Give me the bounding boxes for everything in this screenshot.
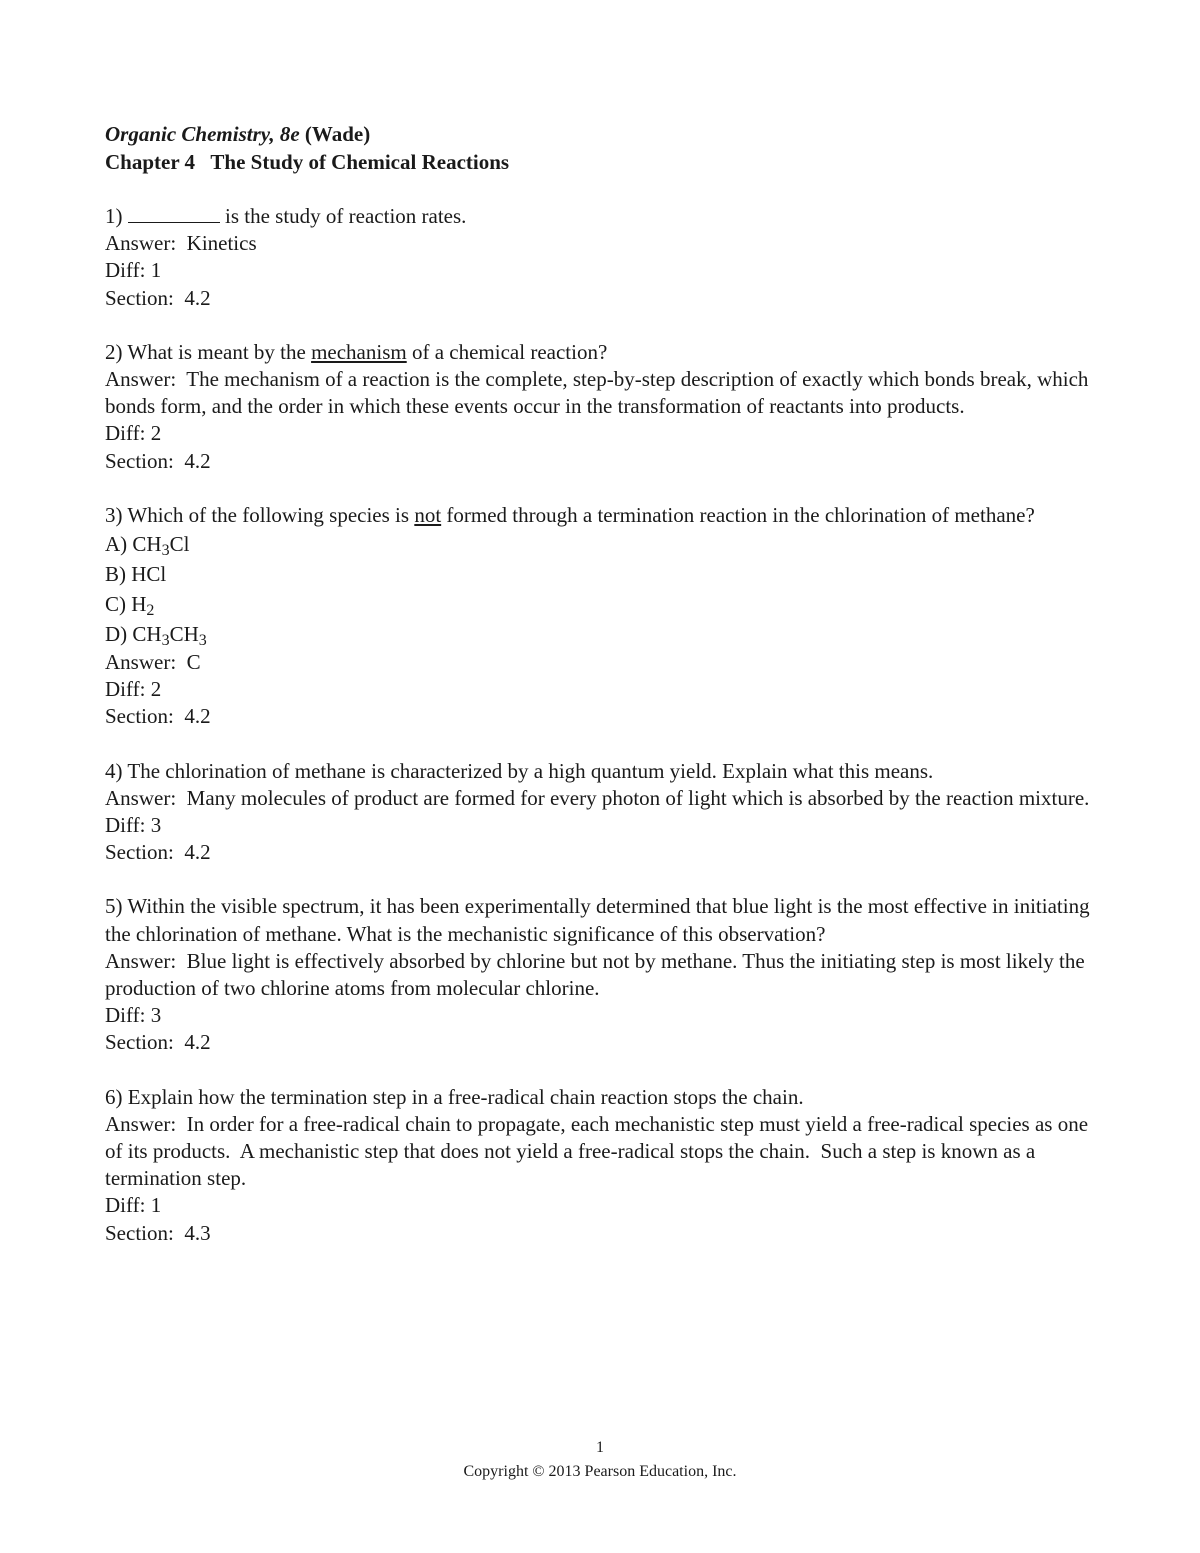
underlined-term: mechanism — [311, 339, 407, 364]
answer-text: Many molecules of product are formed for every photon of light which is absorbed by the reaction mixture. — [186, 785, 1090, 810]
chapter-title: Chapter 4 The Study of Chemical Reactions — [105, 150, 510, 174]
question-text: 6) Explain how the termination step in a free-radical chain reaction stops the chain. — [105, 1084, 804, 1109]
answer-line — [105, 230, 1105, 257]
answer-line — [105, 1111, 1105, 1193]
question-number: 3) — [105, 502, 123, 527]
answer-line — [105, 649, 1105, 676]
difficulty: Diff: 1 — [105, 1193, 162, 1218]
question-text: 2) What is meant by the mechanism of a chemical reaction? — [105, 339, 608, 364]
answer-line — [105, 948, 1105, 1002]
question-number: 2) — [105, 339, 123, 364]
question-text: 1) is the study of reaction rates. — [105, 204, 467, 228]
answer-text: C — [186, 650, 201, 675]
question-text: 3) Which of the following species is not formed through a termination reaction in the chlorination of methane? — [105, 502, 1035, 527]
section-ref: Section: 4.2 — [105, 285, 211, 310]
fill-in-blank — [128, 204, 220, 223]
question-block — [105, 893, 1105, 1056]
question-block — [105, 339, 1105, 475]
answer-label: Answer: — [105, 650, 177, 675]
question-text: 5) Within the visible spectrum, it has been experimentally determined that blue light is the most effective in initiating the chlorination of methane. What is the mechanistic significance of this observation? — [105, 894, 1090, 946]
question-number: 1) — [105, 204, 123, 228]
choice-c: C) $H_2$ — [105, 592, 155, 620]
section-ref: Section: 4.2 — [105, 448, 211, 473]
difficulty: Diff: 2 — [105, 421, 162, 446]
answer-label: Answer: — [105, 948, 177, 973]
answer-text: In order for a free-radical chain to propagate, each mechanistic step must yield a free-radical species as one of its products. A mechanistic step that does not yield a free-radical stops the chain. Such a step is known as a termination step. — [105, 1111, 1094, 1191]
answer-line — [105, 785, 1105, 812]
answer-text: Blue light is effectively absorbed by chlorine but not by methane. Thus the initiating step is most likely the production of two chlorine atoms from molecular chlorine. — [105, 948, 1085, 1001]
question-block — [105, 758, 1105, 867]
book-title-line — [105, 120, 1105, 148]
difficulty: Diff: 3 — [105, 1003, 162, 1028]
answer-label: Answer: — [105, 1111, 177, 1136]
answer-text: Kinetics — [186, 231, 257, 256]
copyright-notice: Copyright © 2013 Pearson Education, Inc. — [463, 1463, 737, 1480]
book-author: (Wade) — [304, 122, 371, 146]
difficulty: Diff: 3 — [105, 813, 162, 838]
section-ref: Section: 4.2 — [105, 840, 211, 865]
question-number: 6) — [105, 1084, 123, 1109]
question-text: 4) The chlorination of methane is characterized by a high quantum yield. Explain what this means. — [105, 758, 934, 783]
section-ref: Section: 4.2 — [105, 704, 211, 729]
choice-d: D) $CH_3CH_3$ — [105, 622, 207, 650]
choice-b: B) HCl — [105, 562, 167, 587]
section-ref: Section: 4.3 — [105, 1220, 211, 1245]
page-content — [105, 120, 1105, 1247]
difficulty: Diff: 1 — [105, 258, 162, 283]
answer-label: Answer: — [105, 785, 177, 810]
question-number: 5) — [105, 894, 123, 919]
section-ref: Section: 4.2 — [105, 1030, 211, 1055]
difficulty: Diff: 2 — [105, 677, 162, 702]
choice-a: A) $CH_3Cl$ — [105, 532, 190, 560]
answer-label: Answer: — [105, 367, 177, 392]
answer-line — [105, 366, 1105, 420]
book-title: Organic Chemistry, 8e — [105, 122, 300, 146]
answer-text: The mechanism of a reaction is the complete, step-by-step description of exactly which bonds break, which bonds form, and the order in which these events occur in the transformation of reactants into products. — [105, 367, 1089, 419]
question-number: 4) — [105, 758, 123, 783]
question-block — [105, 203, 1105, 312]
question-block — [105, 502, 1105, 731]
answer-label: Answer: — [105, 231, 177, 256]
page-number: 1 — [596, 1439, 604, 1456]
question-block — [105, 1084, 1105, 1247]
underlined-term: not — [414, 502, 442, 527]
